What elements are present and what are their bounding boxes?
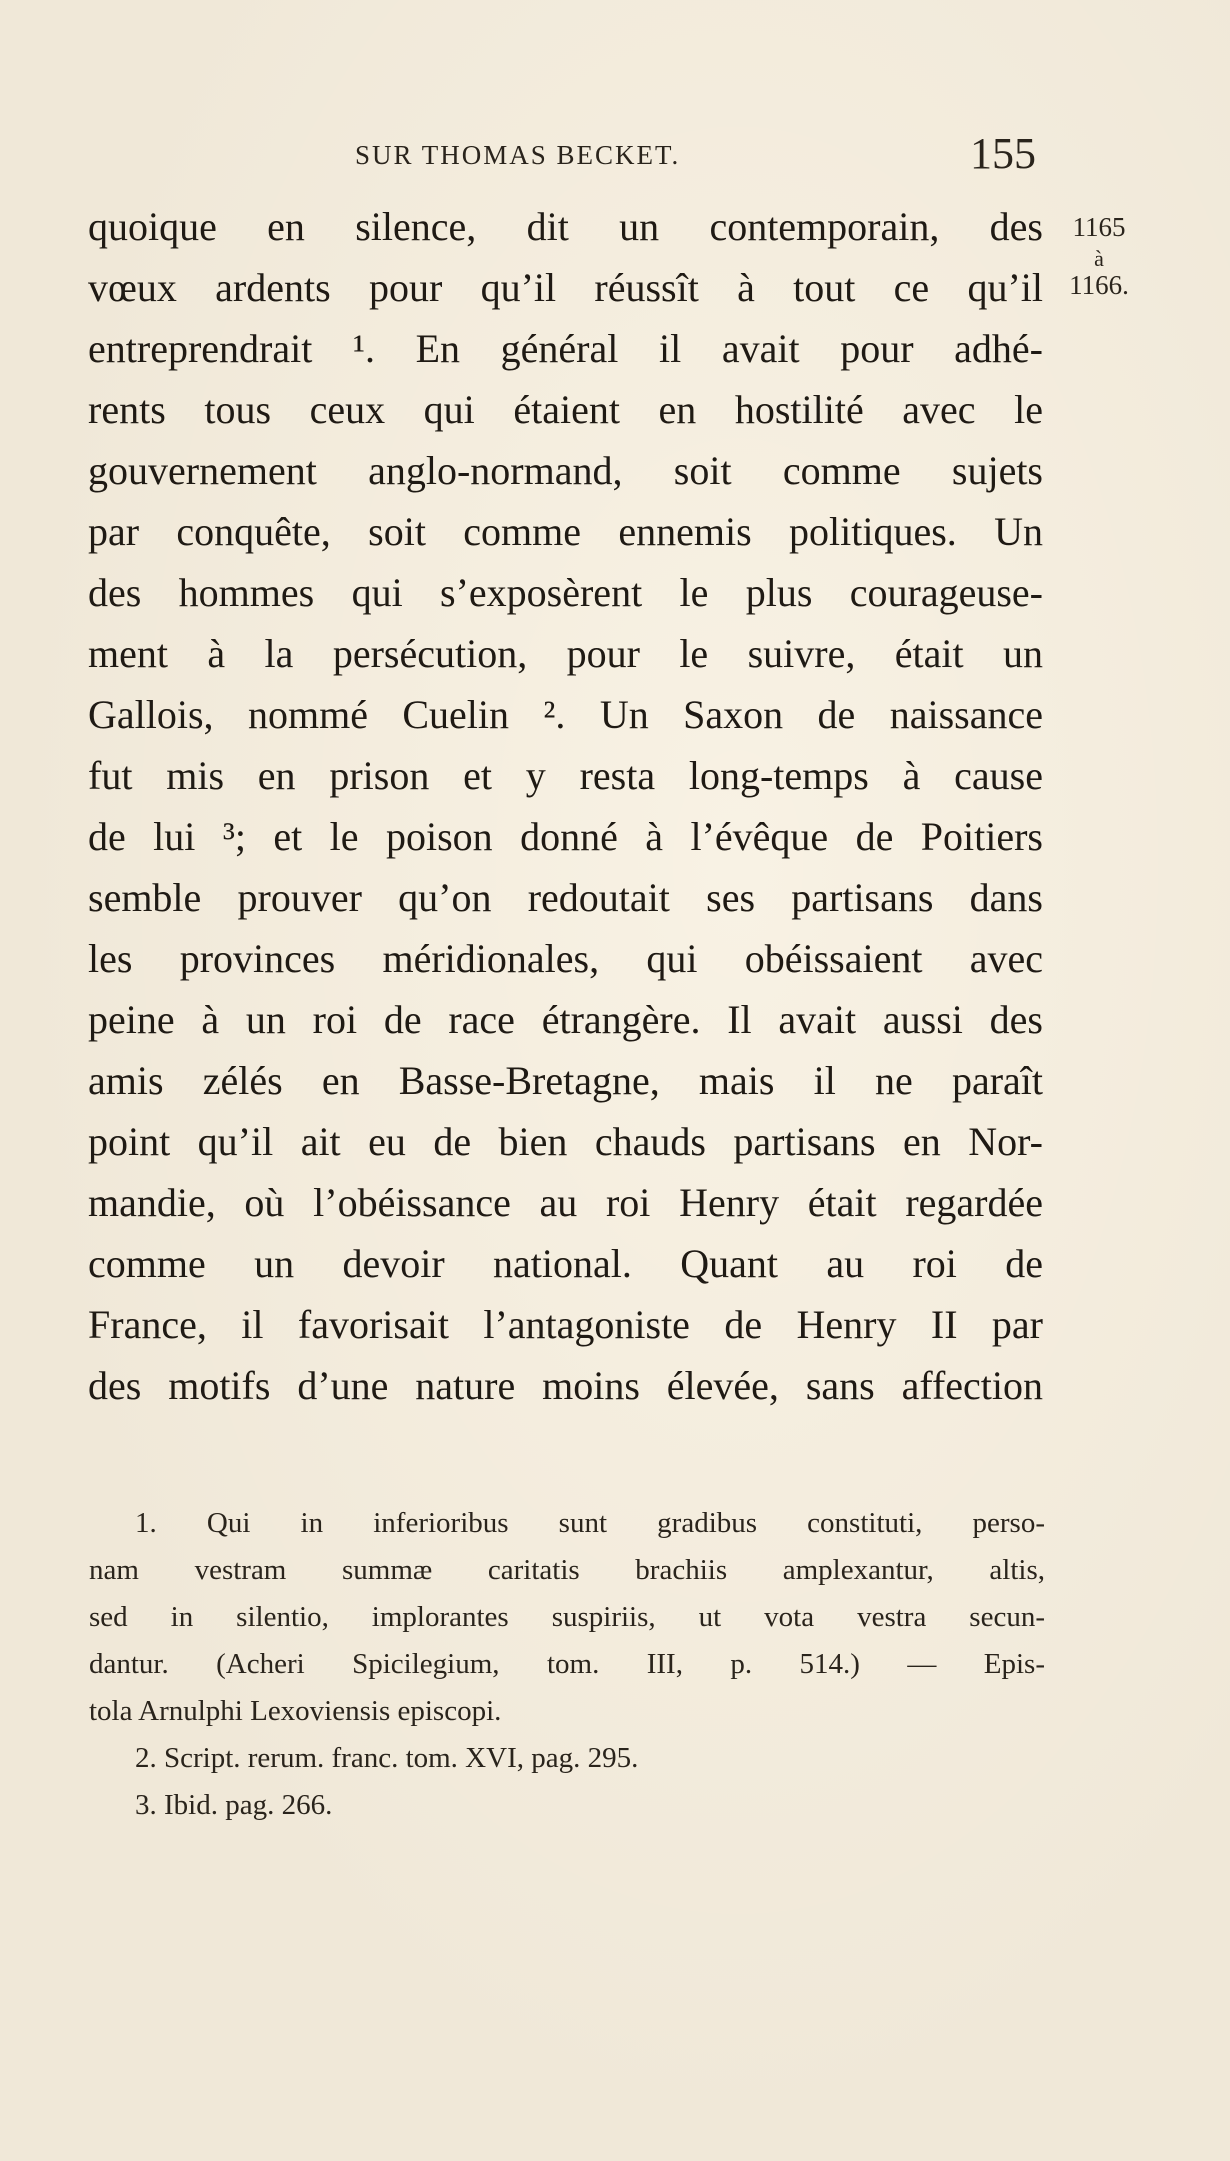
footnote-line: tola Arnulphi Lexoviensis episcopi. xyxy=(89,1695,502,1727)
body-line: des motifs d’une nature moins élevée, sans affection xyxy=(88,1363,1043,1408)
body-line: des hommes qui s’exposèrent le plus courageuse- xyxy=(88,570,1043,615)
body-line: les provinces méridionales, qui obéissaient avec xyxy=(88,936,1043,981)
footnote-line: sed in silentio, implorantes suspiriis, ut vota vestra secun- xyxy=(89,1601,1045,1633)
body-line: semble prouver qu’on redoutait ses partisans dans xyxy=(88,875,1043,920)
footnote-line: 1. Qui in inferioribus sunt gradibus constituti, perso- xyxy=(135,1507,1045,1539)
margin-year-start: 1165 xyxy=(1072,212,1126,242)
footnote-line: nam vestram summæ caritatis brachiis amplexantur, altis, xyxy=(89,1554,1045,1586)
body-line: fut mis en prison et y resta long-temps à cause xyxy=(88,753,1043,798)
body-line: rents tous ceux qui étaient en hostilité avec le xyxy=(88,387,1043,432)
margin-year-end: 1166. xyxy=(1069,270,1129,300)
body-line: vœux ardents pour qu’il réussît à tout ce qu’il xyxy=(88,265,1043,310)
page-number: 155 xyxy=(970,129,1036,178)
body-line: gouvernement anglo-normand, soit comme sujets xyxy=(88,448,1043,493)
body-line: mandie, où l’obéissance au roi Henry était regardée xyxy=(88,1180,1043,1225)
body-line: France, il favorisait l’antagoniste de Henry II par xyxy=(88,1302,1043,1347)
body-line: comme un devoir national. Quant au roi de xyxy=(88,1241,1043,1286)
margin-year-separator: à xyxy=(1094,246,1104,271)
footnotes xyxy=(89,1500,1045,1829)
body-line: entreprendrait ¹. En général il avait pour adhé- xyxy=(88,326,1043,371)
footnote-line: 3. Ibid. pag. 266. xyxy=(135,1789,333,1821)
footnote-line: 2. Script. rerum. franc. tom. XVI, pag. 295. xyxy=(135,1742,639,1774)
body-line: ment à la persécution, pour le suivre, était un xyxy=(88,631,1043,676)
body-line: par conquête, soit comme ennemis politiques. Un xyxy=(88,509,1043,554)
body-line: peine à un roi de race étrangère. Il avait aussi des xyxy=(88,997,1043,1042)
body-text xyxy=(88,196,1043,1416)
body-line: Gallois, nommé Cuelin ². Un Saxon de naissance xyxy=(88,692,1043,737)
body-line: de lui ³; et le poison donné à l’évêque de Poitiers xyxy=(88,814,1043,859)
body-line: point qu’il ait eu de bien chauds partisans en Nor- xyxy=(88,1119,1043,1164)
body-line: quoique en silence, dit un contemporain, des xyxy=(88,204,1043,249)
footnote-line: dantur. (Acheri Spicilegium, tom. III, p. 514.) — Epis- xyxy=(89,1648,1045,1680)
running-title: SUR THOMAS BECKET. xyxy=(355,140,681,170)
body-line: amis zélés en Basse-Bretagne, mais il ne paraît xyxy=(88,1058,1043,1103)
